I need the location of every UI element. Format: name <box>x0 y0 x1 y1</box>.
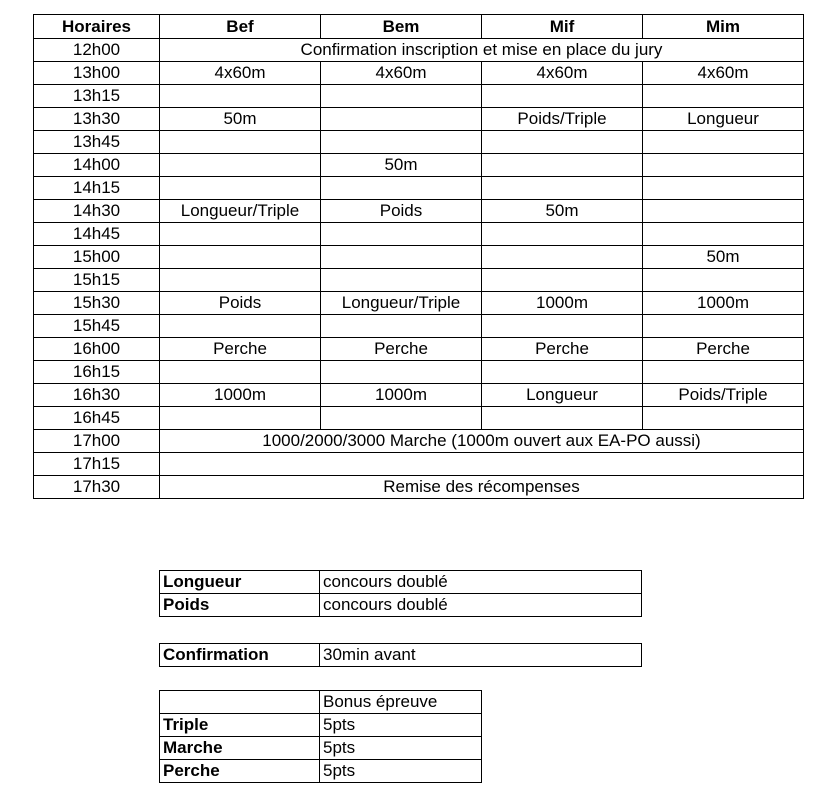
event-cell <box>321 223 482 246</box>
event-cell <box>321 315 482 338</box>
bonus-header-row <box>160 691 482 714</box>
event-cell: Perche <box>643 338 804 361</box>
notes-table <box>159 570 642 617</box>
event-cell <box>160 407 321 430</box>
note-row <box>160 594 642 617</box>
header-mim: Mim <box>643 15 804 39</box>
note-value: concours doublé <box>320 571 642 594</box>
header-mif: Mif <box>482 15 643 39</box>
event-cell: Poids <box>160 292 321 315</box>
event-cell <box>482 131 643 154</box>
event-cell <box>643 315 804 338</box>
bonus-value: 5pts <box>320 760 482 783</box>
event-cell <box>643 407 804 430</box>
schedule-row <box>34 453 804 476</box>
note-label: Longueur <box>160 571 320 594</box>
time-cell: 15h15 <box>34 269 160 292</box>
event-cell: 50m <box>321 154 482 177</box>
event-cell <box>321 108 482 131</box>
event-cell <box>321 269 482 292</box>
time-cell: 13h00 <box>34 62 160 85</box>
event-cell <box>160 361 321 384</box>
schedule-row <box>34 315 804 338</box>
event-cell <box>321 177 482 200</box>
event-cell <box>482 85 643 108</box>
time-cell: 16h30 <box>34 384 160 407</box>
bonus-label: Marche <box>160 737 320 760</box>
time-cell: 13h30 <box>34 108 160 131</box>
event-cell <box>160 85 321 108</box>
event-cell <box>160 315 321 338</box>
schedule-row <box>34 292 804 315</box>
event-cell: 4x60m <box>321 62 482 85</box>
event-cell <box>643 85 804 108</box>
event-cell <box>482 154 643 177</box>
schedule-row <box>34 177 804 200</box>
event-cell <box>160 246 321 269</box>
event-cell <box>321 85 482 108</box>
bonus-table <box>159 690 482 783</box>
time-cell: 14h45 <box>34 223 160 246</box>
event-cell: Longueur/Triple <box>321 292 482 315</box>
time-cell: 16h15 <box>34 361 160 384</box>
header-horaires: Horaires <box>34 15 160 39</box>
note-row <box>160 571 642 594</box>
time-cell: 17h00 <box>34 430 160 453</box>
time-cell: 15h30 <box>34 292 160 315</box>
event-cell <box>160 223 321 246</box>
schedule-row <box>34 361 804 384</box>
note-value: concours doublé <box>320 594 642 617</box>
event-cell <box>482 246 643 269</box>
bonus-row <box>160 737 482 760</box>
event-cell: Perche <box>482 338 643 361</box>
event-cell <box>482 223 643 246</box>
event-cell <box>160 154 321 177</box>
event-cell: 50m <box>482 200 643 223</box>
event-cell <box>482 177 643 200</box>
confirmation-row <box>160 644 642 667</box>
schedule-row <box>34 338 804 361</box>
schedule-row <box>34 39 804 62</box>
event-cell: 50m <box>160 108 321 131</box>
event-cell <box>643 223 804 246</box>
time-cell: 13h45 <box>34 131 160 154</box>
bonus-row <box>160 760 482 783</box>
event-cell: 4x60m <box>482 62 643 85</box>
event-cell <box>643 177 804 200</box>
event-cell: 4x60m <box>160 62 321 85</box>
event-cell: Longueur <box>482 384 643 407</box>
schedule-row <box>34 384 804 407</box>
schedule-row <box>34 407 804 430</box>
schedule-row <box>34 154 804 177</box>
time-cell: 16h45 <box>34 407 160 430</box>
event-cell <box>321 361 482 384</box>
schedule-row <box>34 223 804 246</box>
bonus-header-empty <box>160 691 320 714</box>
confirmation-label: Confirmation <box>160 644 320 667</box>
event-cell <box>482 361 643 384</box>
event-cell: Perche <box>321 338 482 361</box>
schedule-table <box>33 14 804 499</box>
event-cell: 4x60m <box>643 62 804 85</box>
time-cell: 16h00 <box>34 338 160 361</box>
event-cell: Poids/Triple <box>643 384 804 407</box>
schedule-row <box>34 246 804 269</box>
event-cell <box>321 246 482 269</box>
event-cell: Poids/Triple <box>482 108 643 131</box>
event-cell <box>482 269 643 292</box>
event-cell <box>321 407 482 430</box>
time-cell: 15h45 <box>34 315 160 338</box>
event-cell <box>482 315 643 338</box>
merged-event-cell <box>160 453 804 476</box>
event-cell <box>321 131 482 154</box>
header-bef: Bef <box>160 15 321 39</box>
bonus-value: 5pts <box>320 714 482 737</box>
merged-event-cell: Confirmation inscription et mise en place du jury <box>160 39 804 62</box>
event-cell <box>643 269 804 292</box>
confirmation-value: 30min avant <box>320 644 642 667</box>
event-cell <box>643 200 804 223</box>
time-cell: 12h00 <box>34 39 160 62</box>
schedule-row <box>34 200 804 223</box>
event-cell: 1000m <box>321 384 482 407</box>
event-cell: Poids <box>321 200 482 223</box>
schedule-row <box>34 430 804 453</box>
schedule-row <box>34 62 804 85</box>
time-cell: 15h00 <box>34 246 160 269</box>
event-cell <box>643 131 804 154</box>
schedule-row <box>34 108 804 131</box>
time-cell: 14h00 <box>34 154 160 177</box>
note-label: Poids <box>160 594 320 617</box>
schedule-row <box>34 131 804 154</box>
event-cell <box>160 269 321 292</box>
bonus-value: 5pts <box>320 737 482 760</box>
merged-event-cell: Remise des récompenses <box>160 476 804 499</box>
bonus-row <box>160 714 482 737</box>
merged-event-cell: 1000/2000/3000 Marche (1000m ouvert aux EA-PO aussi) <box>160 430 804 453</box>
event-cell <box>160 177 321 200</box>
header-bem: Bem <box>321 15 482 39</box>
event-cell <box>482 407 643 430</box>
event-cell: 1000m <box>482 292 643 315</box>
event-cell: 1000m <box>160 384 321 407</box>
event-cell: 1000m <box>643 292 804 315</box>
schedule-row <box>34 269 804 292</box>
event-cell: 50m <box>643 246 804 269</box>
time-cell: 17h15 <box>34 453 160 476</box>
time-cell: 14h30 <box>34 200 160 223</box>
time-cell: 13h15 <box>34 85 160 108</box>
schedule-header-row <box>34 15 804 39</box>
bonus-label: Perche <box>160 760 320 783</box>
bonus-label: Triple <box>160 714 320 737</box>
event-cell <box>643 361 804 384</box>
event-cell: Perche <box>160 338 321 361</box>
event-cell: Longueur/Triple <box>160 200 321 223</box>
bonus-header: Bonus épreuve <box>320 691 482 714</box>
event-cell <box>643 154 804 177</box>
schedule-row <box>34 85 804 108</box>
event-cell <box>160 131 321 154</box>
confirmation-table <box>159 643 642 667</box>
time-cell: 14h15 <box>34 177 160 200</box>
event-cell: Longueur <box>643 108 804 131</box>
time-cell: 17h30 <box>34 476 160 499</box>
schedule-row <box>34 476 804 499</box>
